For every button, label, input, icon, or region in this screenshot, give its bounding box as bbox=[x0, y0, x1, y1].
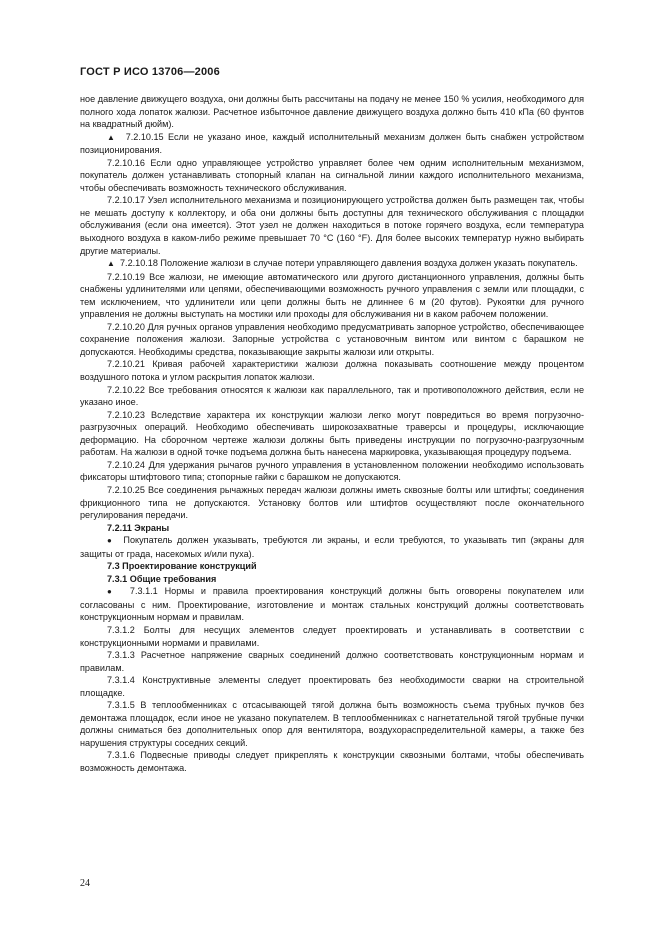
paragraph-text: 7.3.1.4 Конструктивные элементы следует проектировать без необходимости сварки на строительной площадке. bbox=[80, 675, 584, 698]
paragraph bbox=[80, 131, 584, 157]
paragraph-text: 7.3.1.2 Болты для несущих элементов следует проектировать и устанавливать в соответствии с конструкционными нормами и правилами. bbox=[80, 624, 584, 648]
paragraph bbox=[80, 649, 584, 674]
section-heading bbox=[80, 560, 584, 573]
paragraph-text: 7.2.10.15 Если не указано иное, каждый исполнительный механизм должен быть снабжен устройством позиционирования. bbox=[80, 131, 584, 156]
page-header: ГОСТ Р ИСО 13706—2006 bbox=[80, 66, 220, 78]
body-text bbox=[80, 93, 584, 775]
paragraph bbox=[80, 157, 584, 195]
paragraph-text: 7.2.10.22 Все требования относятся к жалюзи как параллельного, так и противоположного действия, если не указано иное. bbox=[80, 384, 584, 408]
paragraph-text: 7.2.10.16 Если одно управляющее устройство управляет более чем одним исполнительным механизмом, покупатель должен устанавливать стопорный клапан на сигнальной линии каждого исполнительного механизма, чтобы обеспечивать возможность технического обслуживания. bbox=[80, 157, 584, 193]
paragraph bbox=[80, 194, 584, 257]
bullet-marker-icon: ● bbox=[107, 587, 117, 597]
page-number: 24 bbox=[80, 878, 90, 889]
paragraph-text: 7.2.10.25 Все соединения рычажных передач жалюзи должны иметь сквозные болты или штифты; соединения фрикционного типа не допускаются. Установку болтов или штифтов осуществляют после окончательного регулирования передачи. bbox=[80, 484, 584, 521]
paragraph-text: 7.2.10.17 Узел исполнительного механизма и позиционирующего устройства должен быть размещен так, чтобы не мешать доступу к коллектору, и оба они должны быть доступны для технического обслуживания с площадки обслуживания (если она имеется). Этот узел не должен находиться в потоке горячего воздуха, если температура выходного воздуха в каком-либо режиме превышает 70 °С (160 °F). Для более высоких температур нужно выбирать другие материалы. bbox=[80, 195, 584, 256]
paragraph bbox=[80, 749, 584, 774]
paragraph bbox=[80, 257, 584, 271]
paragraph-text: 7.3.1.6 Подвесные приводы следует прикреплять к конструкции сквозными болтами, чтобы обеспечивать возможность демонтажа. bbox=[80, 750, 584, 773]
paragraph-text: 7.2.10.18 Положение жалюзи в случае потери управляющего давления воздуха должен указать покупатель. bbox=[119, 258, 578, 269]
paragraph bbox=[80, 384, 584, 409]
section-heading bbox=[80, 573, 584, 586]
paragraph bbox=[80, 409, 584, 459]
paragraph bbox=[80, 624, 584, 649]
paragraph-text: 7.2.11 Экраны bbox=[107, 522, 170, 533]
paragraph-text: 7.3.1.3 Расчетное напряжение сварных соединений должно соответствовать конструкционным нормам и правилам. bbox=[80, 650, 584, 673]
paragraph-text: 7.2.10.21 Кривая рабочей характеристики жалюзи должна показывать соотношение между процентом воздушного потока и углом раскрытия лопаток жалюзи. bbox=[80, 359, 584, 383]
paragraph-text: ное давление движущего воздуха, они должны быть рассчитаны на подачу не менее 150 % усилия, необходимого для полного хода лопаток жалюзи. Расчетное избыточное давление движущего воздуха должно быть 410 кПа (60 фунтов на квадратный дюйм). bbox=[80, 94, 584, 130]
paragraph-text: 7.2.10.23 Вследствие характера их конструкции жалюзи легко могут повредиться во время погрузочно-разгрузочных операций. Необходимо обеспечивать широкозахватные траверсы и процедуры, исключающие деформацию. На сборочном чертеже жалюзи должны быть приведены инструкции по погрузочно-разгрузочным работам. На жалюзи в одной точке подъема должна быть нанесена маркировка, указывающая процедуру подъема. bbox=[80, 409, 584, 458]
triangle-marker-icon: ▲ bbox=[107, 132, 117, 142]
paragraph bbox=[80, 321, 584, 359]
paragraph-text: Покупатель должен указывать, требуются ли экраны, и если требуются, то указывать тип (экраны для защиты от града, насекомых и/или пуха). bbox=[80, 535, 584, 559]
bullet-marker-icon: ● bbox=[107, 536, 115, 546]
paragraph bbox=[80, 534, 584, 560]
paragraph-text: 7.3.1.5 В теплообменниках с отсасывающей тягой должна быть возможность съема трубных пучков без демонтажа площадок, если иное не указано покупателем. В теплообменниках с нагнетательной тягой трубные пучки должны сниматься без дополнительных опор для вентилятора, воздухораспределительной камеры, а также без нарушения структуры соседних секций. bbox=[80, 700, 584, 748]
paragraph bbox=[80, 358, 584, 383]
paragraph bbox=[80, 585, 584, 624]
paragraph bbox=[80, 459, 584, 484]
paragraph-text: 7.2.10.19 Все жалюзи, не имеющие автоматического или другого дистанционного управления, должны быть снабжены удлинителями или цепями, обеспечивающими возможность ручного управления с земли или площадки, с тем исключением, что удлинители или цепи должны быть не длиннее 6 м (20 футов). Рукоятки для ручного управления не должны выступать на мостики или проходы для обслуживания ни в каком рабочем положении. bbox=[80, 271, 584, 320]
section-heading bbox=[80, 522, 584, 535]
paragraph-text: 7.2.10.24 Для удержания рычагов ручного управления в установленном положении необходимо использовать фиксаторы штифтового типа; стопорные гайки с барашком не допускаются. bbox=[80, 459, 584, 483]
paragraph-text: 7.3.1 Общие требования bbox=[107, 573, 217, 584]
paragraph bbox=[80, 93, 584, 131]
paragraph bbox=[80, 699, 584, 749]
paragraph bbox=[80, 674, 584, 699]
paragraph-text: 7.2.10.20 Для ручных органов управления необходимо предусматривать запорное устройство, обеспечивающее сохранение положения жалюзи. Запорные устройства с установочным винтом или винтом с барашком не допускаются. Необходимы средства, показывающие закрыты жалюзи или открыты. bbox=[80, 321, 584, 357]
paragraph-text: 7.3 Проектирование конструкций bbox=[107, 561, 257, 572]
triangle-marker-icon: ▲ bbox=[107, 259, 115, 269]
paragraph-text: 7.3.1.1 Нормы и правила проектирования конструкций должны быть оговорены покупателем или согласованы с ним. Проектирование, изготовление и монтаж стальных конструкций должны соответствовать конструкционным нормам и правилам. bbox=[80, 586, 584, 623]
paragraph bbox=[80, 484, 584, 522]
paragraph bbox=[80, 271, 584, 321]
